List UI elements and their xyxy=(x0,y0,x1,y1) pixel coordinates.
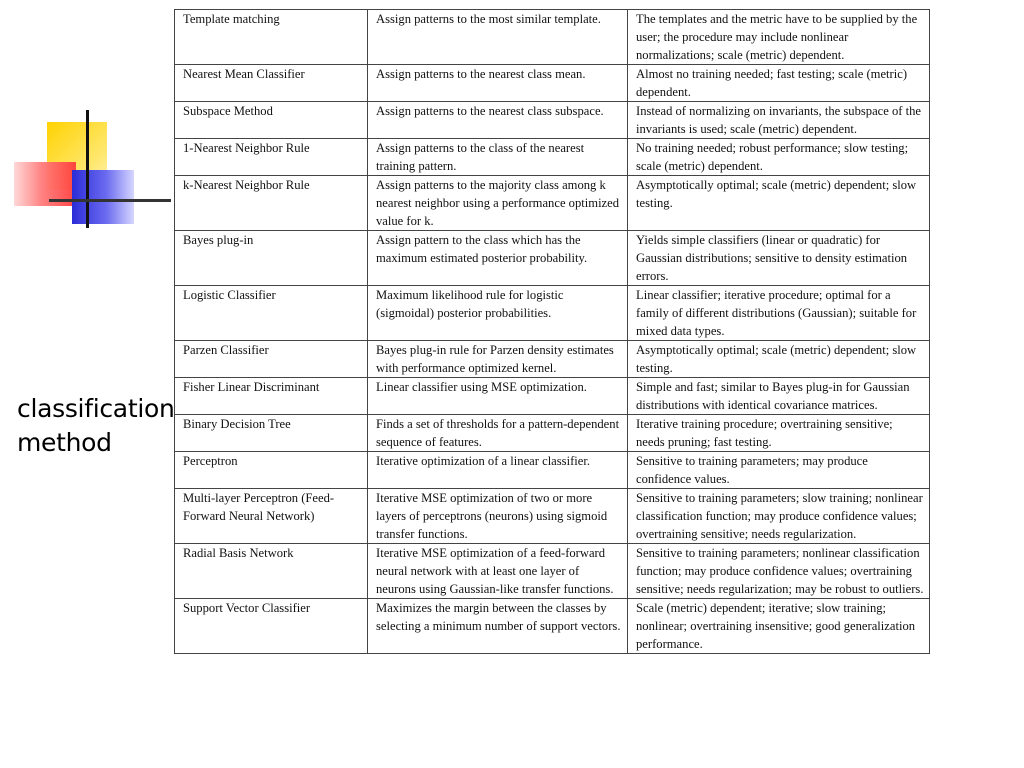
method-cell: k-Nearest Neighbor Rule xyxy=(175,176,368,231)
assignment-cell: Linear classifier using MSE optimization. xyxy=(368,378,628,415)
method-cell: 1-Nearest Neighbor Rule xyxy=(175,139,368,176)
comments-cell: No training needed; robust performance; slow testing; scale (metric) dependent. xyxy=(628,139,930,176)
method-cell: Support Vector Classifier xyxy=(175,599,368,654)
table-row xyxy=(175,65,930,102)
table-body xyxy=(175,10,930,654)
table-row xyxy=(175,452,930,489)
comments-cell: Instead of normalizing on invariants, the subspace of the invariants is used; scale (metric) dependent. xyxy=(628,102,930,139)
comments-cell: Asymptotically optimal; scale (metric) dependent; slow testing. xyxy=(628,176,930,231)
logo-vertical-line xyxy=(86,110,89,228)
table-row xyxy=(175,139,930,176)
assignment-cell: Assign patterns to the majority class among k nearest neighbor using a performance optimized value for k. xyxy=(368,176,628,231)
method-cell: Radial Basis Network xyxy=(175,544,368,599)
assignment-cell: Assign patterns to the class of the nearest training pattern. xyxy=(368,139,628,176)
comments-cell: Almost no training needed; fast testing; scale (metric) dependent. xyxy=(628,65,930,102)
assignment-cell: Maximizes the margin between the classes by selecting a minimum number of support vectors. xyxy=(368,599,628,654)
assignment-cell: Maximum likelihood rule for logistic (sigmoidal) posterior probabilities. xyxy=(368,286,628,341)
comments-cell: The templates and the metric have to be supplied by the user; the procedure may include nonlinear normalizations; scale (metric) dependent. xyxy=(628,10,930,65)
table-row xyxy=(175,176,930,231)
slide-logo xyxy=(0,0,180,240)
side-label: classification method xyxy=(17,394,175,457)
assignment-cell: Assign patterns to the most similar template. xyxy=(368,10,628,65)
comments-cell: Simple and fast; similar to Bayes plug-in for Gaussian distributions with identical covariance matrices. xyxy=(628,378,930,415)
assignment-cell: Bayes plug-in rule for Parzen density estimates with performance optimized kernel. xyxy=(368,341,628,378)
table-row xyxy=(175,286,930,341)
table-row xyxy=(175,102,930,139)
method-cell: Nearest Mean Classifier xyxy=(175,65,368,102)
table-row xyxy=(175,378,930,415)
assignment-cell: Finds a set of thresholds for a pattern-dependent sequence of features. xyxy=(368,415,628,452)
method-cell: Template matching xyxy=(175,10,368,65)
assignment-cell: Iterative optimization of a linear classifier. xyxy=(368,452,628,489)
method-cell: Bayes plug-in xyxy=(175,231,368,286)
table-row xyxy=(175,489,930,544)
assignment-cell: Iterative MSE optimization of a feed-forward neural network with at least one layer of neurons using Gaussian-like transfer functions. xyxy=(368,544,628,599)
method-cell: Subspace Method xyxy=(175,102,368,139)
method-cell: Perceptron xyxy=(175,452,368,489)
assignment-cell: Assign patterns to the nearest class mean. xyxy=(368,65,628,102)
method-cell: Binary Decision Tree xyxy=(175,415,368,452)
assignment-cell: Iterative MSE optimization of two or more layers of perceptrons (neurons) using sigmoid transfer functions. xyxy=(368,489,628,544)
comments-cell: Iterative training procedure; overtraining sensitive; needs pruning; fast testing. xyxy=(628,415,930,452)
comments-cell: Asymptotically optimal; scale (metric) dependent; slow testing. xyxy=(628,341,930,378)
comments-cell: Sensitive to training parameters; slow training; nonlinear classification function; may produce confidence values; overtraining sensitive; needs regularization. xyxy=(628,489,930,544)
method-cell: Fisher Linear Discriminant xyxy=(175,378,368,415)
method-cell: Parzen Classifier xyxy=(175,341,368,378)
table-row xyxy=(175,415,930,452)
logo-blue-square xyxy=(72,170,134,224)
classifier-table xyxy=(174,9,930,654)
comments-cell: Yields simple classifiers (linear or quadratic) for Gaussian distributions; sensitive to density estimation errors. xyxy=(628,231,930,286)
comments-cell: Sensitive to training parameters; may produce confidence values. xyxy=(628,452,930,489)
comments-cell: Scale (metric) dependent; iterative; slow training; nonlinear; overtraining insensitive; good generalization performance. xyxy=(628,599,930,654)
table-row xyxy=(175,341,930,378)
table-row xyxy=(175,599,930,654)
table-row xyxy=(175,231,930,286)
method-cell: Logistic Classifier xyxy=(175,286,368,341)
comments-cell: Sensitive to training parameters; nonlinear classification function; may produce confidence values; overtraining sensitive; needs regularization; may be robust to outliers. xyxy=(628,544,930,599)
table-row xyxy=(175,10,930,65)
assignment-cell: Assign pattern to the class which has the maximum estimated posterior probability. xyxy=(368,231,628,286)
logo-horizontal-line xyxy=(49,199,171,202)
method-cell: Multi-layer Perceptron (Feed-Forward Neural Network) xyxy=(175,489,368,544)
assignment-cell: Assign patterns to the nearest class subspace. xyxy=(368,102,628,139)
table-row xyxy=(175,544,930,599)
comments-cell: Linear classifier; iterative procedure; optimal for a family of different distributions (Gaussian); suitable for mixed data types. xyxy=(628,286,930,341)
